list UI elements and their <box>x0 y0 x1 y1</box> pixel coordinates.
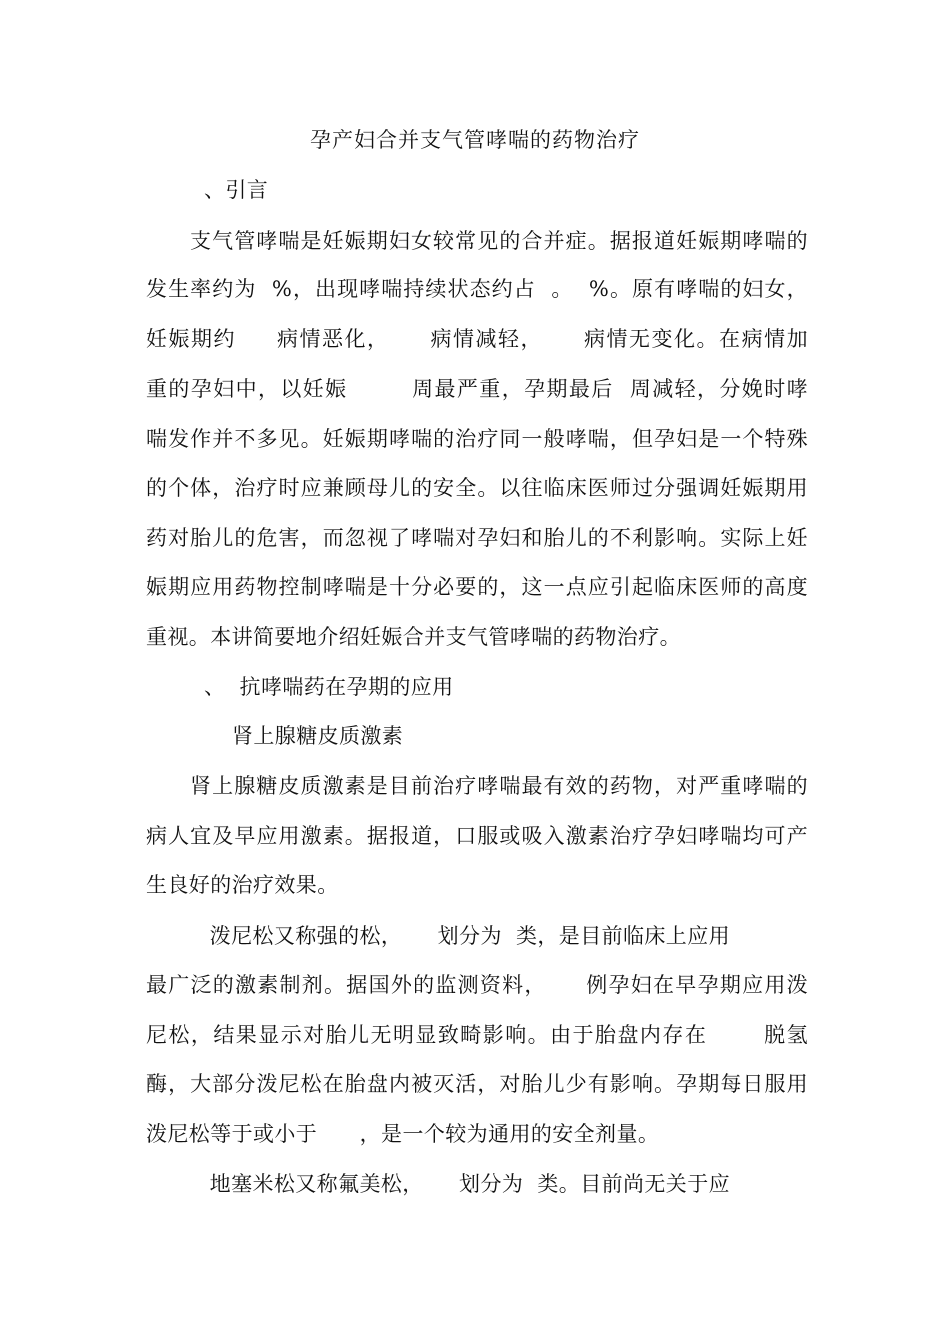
subsection-heading-corticosteroids: 肾上腺糖皮质激素 <box>232 724 404 748</box>
paragraph-line: 重视。本讲简要地介绍妊娠合并支气管哮喘的药物治疗。 <box>146 625 681 649</box>
section-heading-asthma-drugs: 、 抗哮喘药在孕期的应用 <box>204 675 454 699</box>
paragraph-line: 尼松，结果显示对胎儿无明显致畸影响。由于胎盘内存在 脱氢 <box>146 1023 808 1047</box>
paragraph-line: 最广泛的激素制剂。据国外的监测资料， 例孕妇在早孕期应用泼 <box>146 973 808 997</box>
paragraph-line: 地塞米松又称氟美松， 划分为 类。目前尚无关于应 <box>146 1172 731 1196</box>
paragraph-line: 生良好的治疗效果。 <box>146 873 339 897</box>
paragraph-line: 娠期应用药物控制哮喘是十分必要的，这一点应引起临床医师的高度 <box>146 575 808 599</box>
paragraph-line: 病人宜及早应用激素。据报道，口服或吸入激素治疗孕妇哮喘均可产 <box>146 824 808 848</box>
paragraph-line: 的个体，治疗时应兼顾母儿的安全。以往临床医师过分强调妊娠期用 <box>146 476 808 500</box>
paragraph-line: 泼尼松等于或小于 ，是一个较为通用的安全剂量。 <box>146 1122 660 1146</box>
paragraph-line: 肾上腺糖皮质激素是目前治疗哮喘最有效的药物，对严重哮喘的 <box>190 774 808 798</box>
paragraph-line: 支气管哮喘是妊娠期妇女较常见的合并症。据报道妊娠期哮喘的 <box>190 229 808 253</box>
paragraph-line: 重的孕妇中，以妊娠 周最严重，孕期最后 周减轻，分娩时哮 <box>146 377 808 401</box>
paragraph-line: 发生率约为 %，出现哮喘持续状态约占 。 %。原有哮喘的妇女， <box>146 277 808 301</box>
document-title: 孕产妇合并支气管哮喘的药物治疗 <box>310 128 640 152</box>
paragraph-line: 妊娠期约 病情恶化， 病情减轻， 病情无变化。在病情加 <box>146 327 808 351</box>
paragraph-line: 药对胎儿的危害，而忽视了哮喘对孕妇和胎儿的不利影响。实际上妊 <box>146 526 808 550</box>
paragraph-line: 泼尼松又称强的松， 划分为 类，是目前临床上应用 <box>146 924 731 948</box>
paragraph-line: 酶，大部分泼尼松在胎盘内被灭活，对胎儿少有影响。孕期每日服用 <box>146 1072 808 1096</box>
paragraph-line: 喘发作并不多见。妊娠期哮喘的治疗同一般哮喘，但孕妇是一个特殊 <box>146 427 808 451</box>
section-heading-intro: 、引言 <box>204 178 269 202</box>
